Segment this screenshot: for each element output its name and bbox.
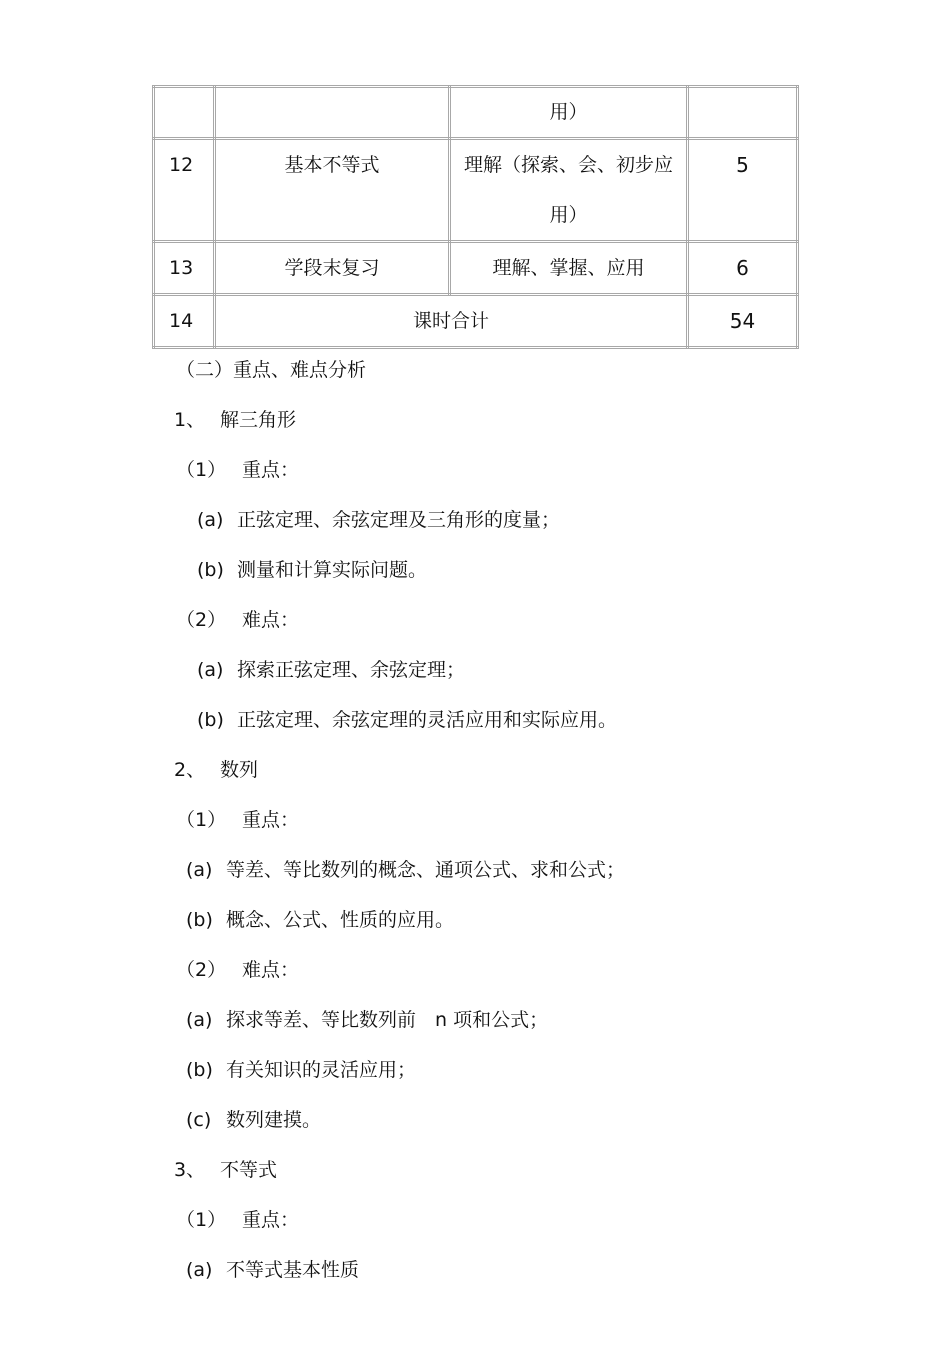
section-heading: （二）重点、难点分析 [176, 359, 367, 381]
hours-cell: 54 [688, 295, 798, 348]
item-text: 概念、公式、性质的应用。 [226, 909, 455, 931]
group-number: （1） [176, 459, 227, 481]
hours-cell: 6 [688, 242, 798, 295]
group-title: 难点： [242, 609, 300, 631]
level-cell: 理解、掌握、应用 [450, 242, 688, 295]
item-text: 探求等差、等比数列前 n 项和公式； [226, 1009, 549, 1031]
list-item [197, 707, 617, 733]
topic-cell: 基本不等式 [215, 139, 450, 242]
item-label: (a) [197, 659, 224, 681]
table-row [154, 87, 798, 139]
item-label: (b) [186, 1059, 213, 1081]
item-label: (a) [186, 1009, 213, 1031]
group-title: 难点： [242, 959, 300, 981]
hours-cell: 5 [688, 139, 798, 242]
group-title: 重点： [242, 1209, 300, 1231]
item-label: (b) [197, 559, 224, 581]
row-number-cell: 12 [154, 139, 215, 242]
table-row [154, 139, 798, 242]
row-number-cell: 13 [154, 242, 215, 295]
item-text: 有关知识的灵活应用； [226, 1059, 417, 1081]
group-number: （1） [176, 1209, 227, 1231]
row-number-cell [154, 87, 215, 139]
list-item [197, 557, 427, 583]
item-text: 正弦定理、余弦定理及三角形的度量； [237, 509, 561, 531]
list-item [186, 1007, 548, 1033]
item-label: (b) [186, 909, 213, 931]
hours-cell [688, 87, 798, 139]
list-item [186, 907, 454, 933]
item-text: 等差、等比数列的概念、通项公式、求和公式； [226, 859, 626, 881]
group-heading [176, 807, 299, 833]
topic-heading [174, 407, 296, 433]
item-text: 数列建摸。 [226, 1109, 322, 1131]
table-row [154, 242, 798, 295]
table-row [154, 295, 798, 348]
list-item [197, 657, 465, 683]
level-cell: 理解（探索、会、初步应用） [450, 139, 688, 242]
topic-number: 1、 [174, 409, 206, 431]
list-item [186, 1107, 321, 1133]
row-number-cell: 14 [154, 295, 215, 348]
topic-title: 解三角形 [220, 409, 297, 431]
group-heading [176, 457, 299, 483]
topic-cell: 学段末复习 [215, 242, 450, 295]
item-label: (a) [186, 1259, 213, 1281]
group-heading [176, 607, 299, 633]
group-heading [176, 957, 299, 983]
topic-cell [215, 87, 450, 139]
item-label: (c) [186, 1109, 212, 1131]
list-item [186, 1257, 359, 1283]
item-label: (b) [197, 709, 224, 731]
topic-title: 不等式 [220, 1159, 278, 1181]
list-item [197, 507, 560, 533]
group-heading [176, 1207, 299, 1233]
group-number: （2） [176, 609, 227, 631]
course-hours-table [152, 85, 799, 349]
group-title: 重点： [242, 809, 300, 831]
group-title: 重点： [242, 459, 300, 481]
group-number: （2） [176, 959, 227, 981]
topic-number: 3、 [174, 1159, 206, 1181]
level-cell: 用） [450, 87, 688, 139]
group-number: （1） [176, 809, 227, 831]
item-label: (a) [186, 859, 213, 881]
list-item [186, 857, 625, 883]
topic-number: 2、 [174, 759, 206, 781]
total-label-cell: 课时合计 [215, 295, 688, 348]
item-text: 测量和计算实际问题。 [237, 559, 428, 581]
list-item [186, 1057, 416, 1083]
topic-heading [174, 757, 258, 783]
topic-title: 数列 [220, 759, 259, 781]
topic-heading [174, 1157, 277, 1183]
item-text: 正弦定理、余弦定理的灵活应用和实际应用。 [237, 709, 618, 731]
item-text: 不等式基本性质 [226, 1259, 360, 1281]
item-text: 探索正弦定理、余弦定理； [237, 659, 466, 681]
item-label: (a) [197, 509, 224, 531]
